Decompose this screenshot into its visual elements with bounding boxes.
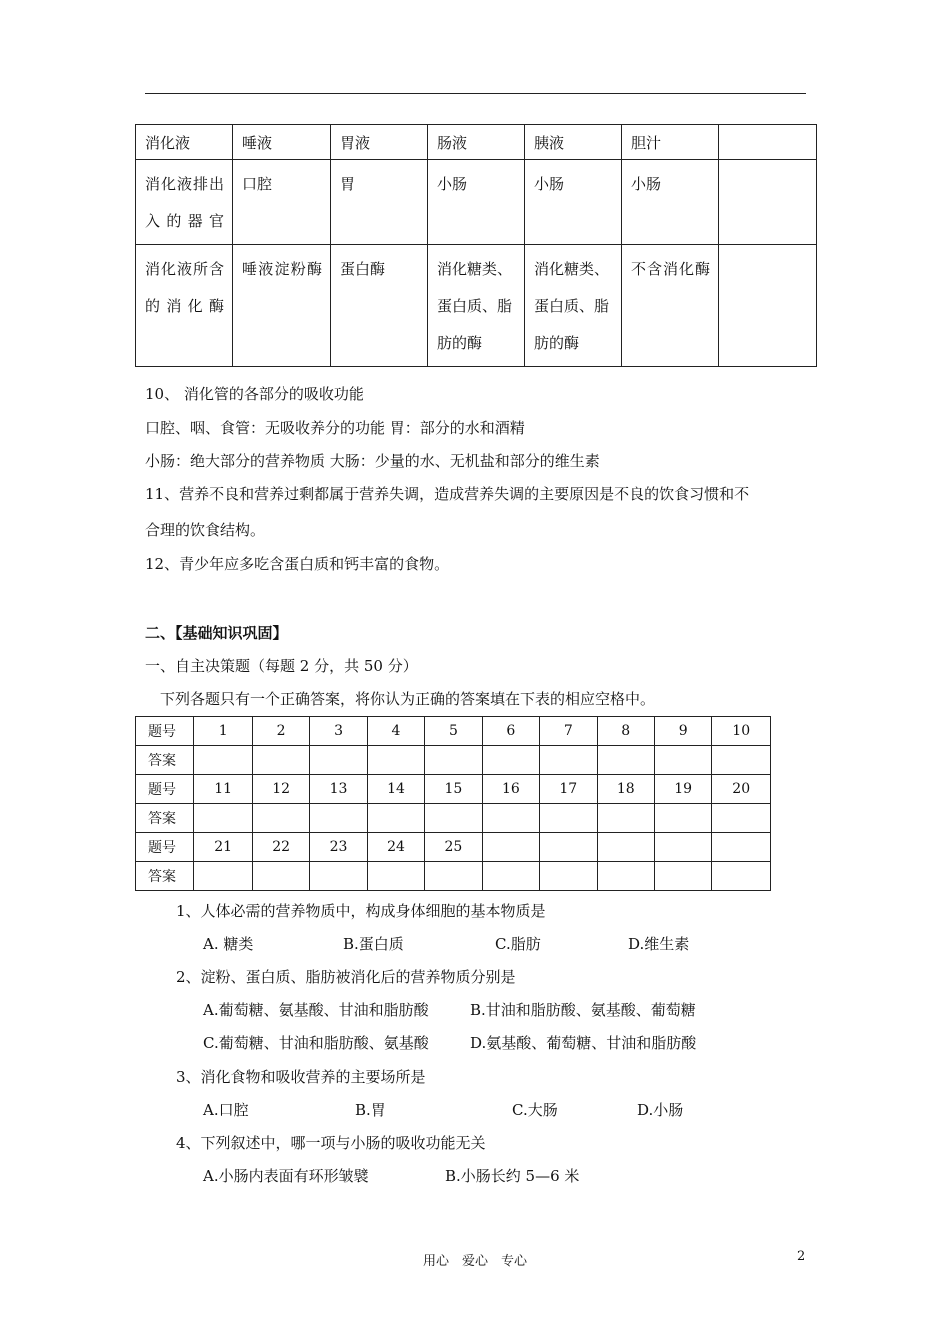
- question-number: 2: [252, 717, 309, 746]
- row-label: 题号: [136, 775, 194, 804]
- question-number: 25: [425, 833, 482, 862]
- row-label: 答案: [136, 746, 194, 775]
- question-number: 11: [194, 775, 252, 804]
- q4-option-b: B.小肠长约 5—6 米: [445, 1167, 580, 1185]
- q1-option-d: D.维生素: [628, 935, 690, 953]
- question-number: 15: [425, 775, 482, 804]
- table-row: [136, 160, 817, 245]
- question-number: 20: [712, 775, 771, 804]
- paragraph-10: 10、 消化管的各部分的吸收功能: [145, 385, 364, 403]
- question-number: 8: [597, 717, 654, 746]
- question-number: 18: [597, 775, 654, 804]
- table-cell: 胰液: [525, 125, 622, 160]
- answer-cell[interactable]: [482, 746, 539, 775]
- answer-cell[interactable]: [367, 746, 424, 775]
- q2-option-a: A.葡萄糖、氨基酸、甘油和脂肪酸: [203, 1001, 429, 1019]
- table-cell: 小肠: [525, 160, 622, 245]
- table-cell: [719, 125, 817, 160]
- question-number: [482, 833, 539, 862]
- row-label: 答案: [136, 804, 194, 833]
- q2-option-d: D.氨基酸、葡萄糖、甘油和脂肪酸: [470, 1034, 697, 1052]
- question-3: 3、消化食物和吸收营养的主要场所是: [176, 1068, 426, 1086]
- row-label: 题号: [136, 717, 194, 746]
- table-cell: 胆汁: [622, 125, 719, 160]
- header-rule: [145, 93, 806, 94]
- answer-table: [135, 716, 771, 891]
- question-number: 16: [482, 775, 539, 804]
- table-cell: 不含消化酶: [622, 245, 719, 367]
- table-cell: 消化液: [136, 125, 233, 160]
- table-cell: 胃液: [331, 125, 428, 160]
- row-label: 题号: [136, 833, 194, 862]
- answer-cell[interactable]: [310, 746, 367, 775]
- answer-cell[interactable]: [482, 862, 539, 891]
- answer-cell[interactable]: [310, 804, 367, 833]
- table-cell: 消化糖类、蛋白质、脂肪的酶: [428, 245, 525, 367]
- table-cell: 蛋白酶: [331, 245, 428, 367]
- row-label: 答案: [136, 862, 194, 891]
- answer-cell[interactable]: [712, 746, 771, 775]
- answer-cell[interactable]: [654, 746, 711, 775]
- answer-cell[interactable]: [252, 746, 309, 775]
- table-cell: 胃: [331, 160, 428, 245]
- table-cell: 唾液淀粉酶: [233, 245, 331, 367]
- table-cell: [719, 160, 817, 245]
- question-number: 7: [540, 717, 597, 746]
- table-cell: 唾液: [233, 125, 331, 160]
- question-number: 22: [252, 833, 309, 862]
- question-4: 4、下列叙述中，哪一项与小肠的吸收功能无关: [176, 1134, 486, 1152]
- q3-option-d: D.小肠: [637, 1101, 684, 1119]
- answer-cell[interactable]: [654, 862, 711, 891]
- answer-cell[interactable]: [712, 804, 771, 833]
- question-number: 10: [712, 717, 771, 746]
- answer-row: [136, 746, 771, 775]
- question-number: [712, 833, 771, 862]
- answer-cell[interactable]: [367, 862, 424, 891]
- table-cell: 消化糖类、蛋白质、脂肪的酶: [525, 245, 622, 367]
- section-title: 二、【基础知识巩固】: [145, 624, 288, 642]
- answer-cell[interactable]: [252, 862, 309, 891]
- question-1: 1、人体必需的营养物质中，构成身体细胞的基本物质是: [176, 902, 546, 920]
- table-cell: 肠液: [428, 125, 525, 160]
- answer-cell[interactable]: [194, 804, 252, 833]
- section-instruction: 下列各题只有一个正确答案，将你认为正确的答案填在下表的相应空格中。: [160, 690, 656, 708]
- answer-cell[interactable]: [597, 862, 654, 891]
- question-number: 14: [367, 775, 424, 804]
- answer-row: [136, 804, 771, 833]
- paragraph-11a: 11、营养不良和营养过剩都属于营养失调，造成营养失调的主要原因是不良的饮食习惯和不: [145, 485, 750, 503]
- question-number: 12: [252, 775, 309, 804]
- question-number: 17: [540, 775, 597, 804]
- question-number: 5: [425, 717, 482, 746]
- answer-cell[interactable]: [194, 862, 252, 891]
- answer-cell[interactable]: [425, 804, 482, 833]
- question-number: 9: [654, 717, 711, 746]
- table-cell: 小肠: [622, 160, 719, 245]
- question-number: 19: [654, 775, 711, 804]
- answer-cell[interactable]: [540, 804, 597, 833]
- q3-option-b: B.胃: [355, 1101, 386, 1119]
- question-number-row: [136, 717, 771, 746]
- q1-option-c: C.脂肪: [495, 935, 541, 953]
- answer-cell[interactable]: [425, 746, 482, 775]
- question-2: 2、淀粉、蛋白质、脂肪被消化后的营养物质分别是: [176, 968, 516, 986]
- question-number: 24: [367, 833, 424, 862]
- question-number: 13: [310, 775, 367, 804]
- question-number: 21: [194, 833, 252, 862]
- digestive-juice-table: [135, 124, 817, 367]
- answer-cell[interactable]: [310, 862, 367, 891]
- answer-cell[interactable]: [425, 862, 482, 891]
- question-number: 1: [194, 717, 252, 746]
- answer-cell[interactable]: [367, 804, 424, 833]
- table-row: [136, 245, 817, 367]
- question-number: 4: [367, 717, 424, 746]
- page-footer: 用心 爱心 专心: [422, 1254, 527, 1269]
- answer-cell[interactable]: [597, 804, 654, 833]
- paragraph-10a: 口腔、咽、食管：无吸收养分的功能 胃：部分的水和酒精: [145, 419, 525, 437]
- q1-option-a: A. 糖类: [203, 935, 254, 953]
- q2-option-b: B.甘油和脂肪酸、氨基酸、葡萄糖: [470, 1001, 696, 1019]
- table-cell: 消化液排出入的器官: [136, 160, 233, 245]
- question-number-row: [136, 775, 771, 804]
- answer-cell[interactable]: [540, 746, 597, 775]
- answer-cell[interactable]: [482, 804, 539, 833]
- question-number-row: [136, 833, 771, 862]
- answer-cell[interactable]: [252, 804, 309, 833]
- paragraph-12: 12、青少年应多吃含蛋白质和钙丰富的食物。: [145, 555, 450, 573]
- q4-option-a: A.小肠内表面有环形皱襞: [203, 1167, 369, 1185]
- question-number: [654, 833, 711, 862]
- section-subtitle: 一、自主决策题（每题 2 分，共 50 分）: [145, 657, 418, 675]
- table-cell: [719, 245, 817, 367]
- table-cell: 小肠: [428, 160, 525, 245]
- answer-cell[interactable]: [540, 862, 597, 891]
- question-number: [597, 833, 654, 862]
- q3-option-c: C.大肠: [512, 1101, 558, 1119]
- paragraph-11b: 合理的饮食结构。: [145, 521, 266, 539]
- q3-option-a: A.口腔: [203, 1101, 249, 1119]
- question-number: [540, 833, 597, 862]
- answer-cell[interactable]: [194, 746, 252, 775]
- page-number: 2: [797, 1249, 806, 1264]
- answer-row: [136, 862, 771, 891]
- question-number: 23: [310, 833, 367, 862]
- answer-cell[interactable]: [712, 862, 771, 891]
- question-number: 3: [310, 717, 367, 746]
- table-header-row: [136, 125, 817, 160]
- answer-cell[interactable]: [597, 746, 654, 775]
- paragraph-10b: 小肠：绝大部分的营养物质 大肠：少量的水、无机盐和部分的维生素: [145, 452, 600, 470]
- answer-cell[interactable]: [654, 804, 711, 833]
- q2-option-c: C.葡萄糖、甘油和脂肪酸、氨基酸: [203, 1034, 429, 1052]
- q1-option-b: B.蛋白质: [343, 935, 404, 953]
- table-cell: 消化液所含的消化酶: [136, 245, 233, 367]
- table-cell: 口腔: [233, 160, 331, 245]
- question-number: 6: [482, 717, 539, 746]
